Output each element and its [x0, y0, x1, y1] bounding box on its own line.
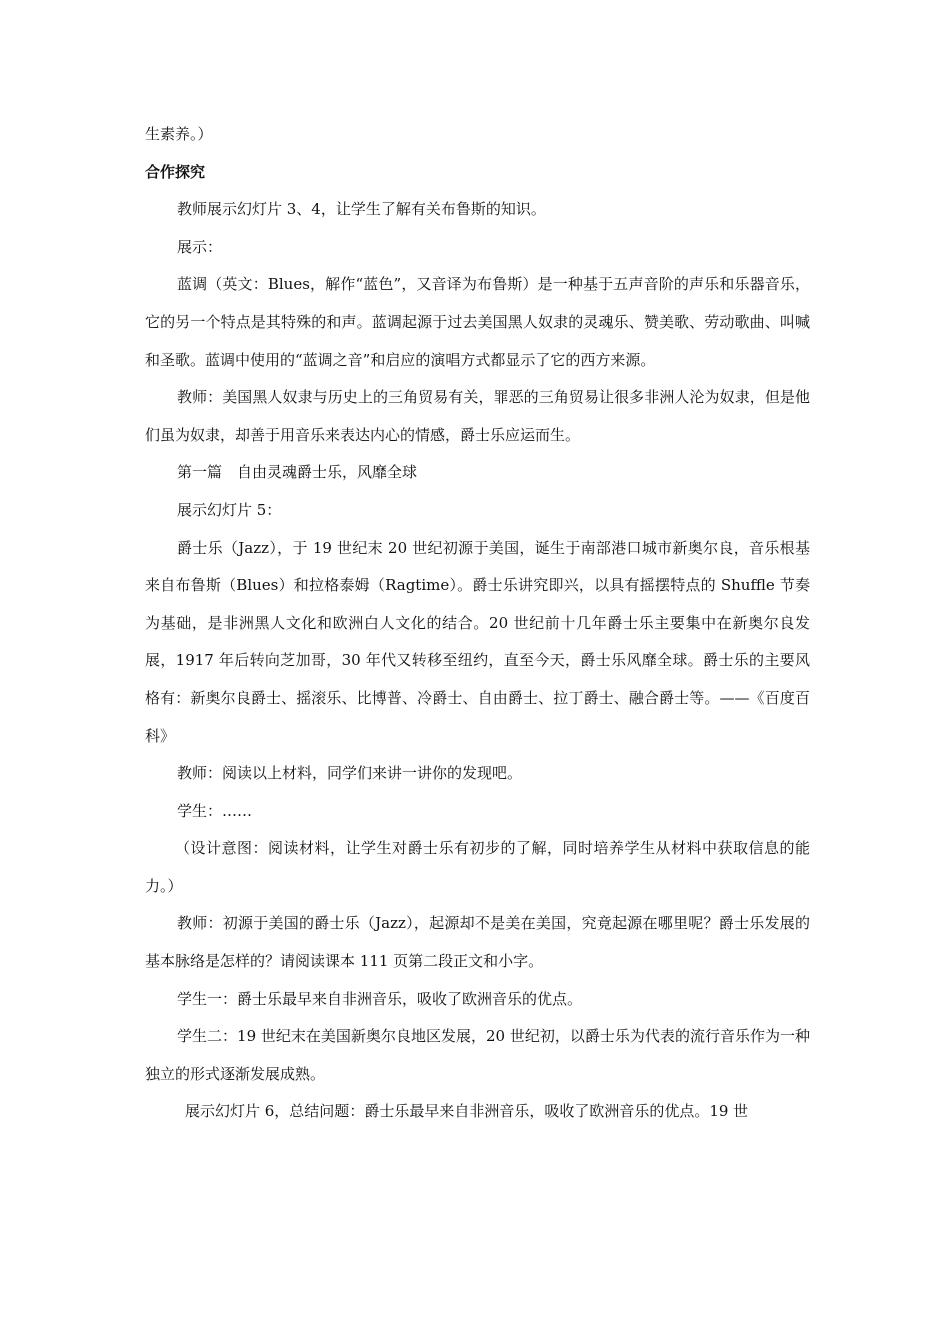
paragraph-teacher-slides-3-4: 教师展示幻灯片 3、4，让学生了解有关布鲁斯的知识。	[177, 200, 546, 219]
paragraph-slide-5-label: 展示幻灯片 5：	[177, 500, 282, 519]
paragraph-chapter-title: 第一篇 自由灵魂爵士乐，风靡全球	[177, 463, 418, 482]
paragraph-teacher-reading: 教师：阅读以上材料，同学们来讲一讲你的发现吧。	[177, 764, 523, 783]
paragraph-slide-6-summary: 展示幻灯片 6，总结问题：爵士乐最早来自非洲音乐，吸收了欧洲音乐的优点。19 世	[185, 1102, 749, 1121]
paragraph-continuation: 生素养。）	[145, 125, 213, 143]
paragraph-jazz-definition: 爵士乐（Jazz），于 19 世纪末 20 世纪初源于美国，诞生于南部港口城市新奥尔良，音乐根基来自布鲁斯（Blues）和拉格泰姆（Ragtime）。爵士乐讲究即兴，以具有摇摆特点的 Shuffle 节奏为基础，是非洲黑人文化和欧洲白人文化的结合。20 世纪前十几年爵士乐主要集中在新奥尔良发展，1917 年后转向芝加哥，30 年代又转移至纽约，直至今天，爵士乐风靡全球。爵士乐的主要风格有：新奥尔良爵士、摇滚乐、比博普、冷爵士、自由爵士、拉丁爵士、融合爵士等。——《百度百科》	[145, 538, 810, 745]
paragraph-blues-definition: 蓝调（英文：Blues，解作“蓝色”，又音译为布鲁斯）是一种基于五声音阶的声乐和乐器音乐，它的另一个特点是其特殊的和声。蓝调起源于过去美国黑人奴隶的灵魂乐、赞美歌、劳动歌曲、叫喊和圣歌。蓝调中使用的“蓝调之音”和启应的演唱方式都显示了它的西方来源。	[145, 275, 810, 369]
document-body	[145, 116, 810, 1131]
paragraph-student-two: 学生二：19 世纪末在美国新奥尔良地区发展，20 世纪初，以爵士乐为代表的流行音乐作为一种独立的形式逐渐发展成熟。	[145, 1027, 810, 1083]
section-heading: 合作探究	[145, 162, 206, 181]
paragraph-design-intent: （设计意图：阅读材料，让学生对爵士乐有初步的了解，同时培养学生从材料中获取信息的能力。）	[145, 839, 810, 895]
paragraph-teacher-slavery: 教师：美国黑人奴隶与历史上的三角贸易有关，罪恶的三角贸易让很多非洲人沦为奴隶，但是他们虽为奴隶，却善于用音乐来表达内心的情感，爵士乐应运而生。	[145, 388, 810, 444]
paragraph-display-label: 展示：	[177, 237, 223, 256]
paragraph-student-one: 学生一：爵士乐最早来自非洲音乐，吸收了欧洲音乐的优点。	[177, 989, 583, 1008]
paragraph-teacher-origin-question: 教师：初源于美国的爵士乐（Jazz），起源却不是美在美国，究竟起源在哪里呢？爵士乐发展的基本脉络是怎样的？请阅读课本 111 页第二段正文和小字。	[145, 914, 810, 971]
paragraph-student-reply: 学生：……	[177, 801, 253, 820]
